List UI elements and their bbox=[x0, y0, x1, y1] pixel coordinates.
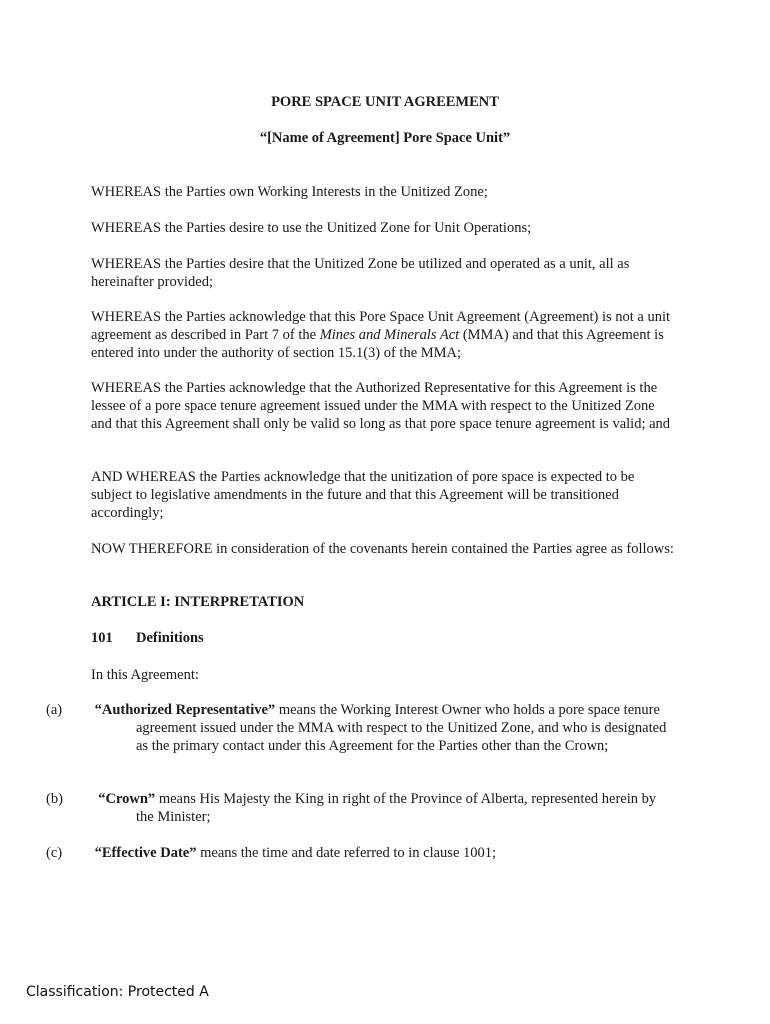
definition-term: “Crown” bbox=[98, 791, 156, 807]
document-title: PORE SPACE UNIT AGREEMENT bbox=[271, 94, 499, 110]
now-therefore-clause: NOW THEREFORE in consideration of the covenants herein contained the Parties agree as follows: bbox=[91, 541, 674, 557]
definition-text: means His Majesty the King in right of the Province of Alberta, represented herein by the Minister; bbox=[136, 791, 657, 825]
recital-4-act-name: Mines and Minerals Act bbox=[319, 327, 460, 343]
section-heading bbox=[91, 630, 204, 647]
document-subtitle: “[Name of Agreement] Pore Space Unit” bbox=[259, 130, 511, 146]
article-heading: ARTICLE I: INTERPRETATION bbox=[91, 594, 305, 610]
recital-4 bbox=[91, 308, 677, 362]
recital-2: WHEREAS the Parties desire to use the Unitized Zone for Unit Operations; bbox=[91, 220, 532, 236]
recital-4-text: WHEREAS the Parties acknowledge that this Pore Space Unit Agreement (Agreement) is not a unit agreement as described in Part 7 of the bbox=[91, 309, 671, 343]
section-title: Definitions bbox=[136, 630, 204, 646]
section-number: 101 bbox=[91, 630, 113, 646]
definitions-intro: In this Agreement: bbox=[91, 667, 199, 683]
recital-4-text-end: (MMA) and that this Agreement is entered into under the authority of section 15.1(3) of the MMA; bbox=[91, 327, 664, 361]
recital-3: WHEREAS the Parties desire that the Unitized Zone be utilized and operated as a unit, all as hereinafter provided; bbox=[91, 256, 630, 290]
classification-footer: Classification: Protected A bbox=[26, 984, 209, 1000]
definition-term: “Authorized Representative” bbox=[94, 702, 276, 718]
definition-item: (a) “Authorized Representative” means the Working Interest Owner who holds a pore space tenure agreement issued under the MMA with respect to the Unitized Zone, and who is designated as the primary contact under this Agreement for the Parties other than the Crown; bbox=[46, 702, 667, 754]
definition-text: means the Working Interest Owner who holds a pore space tenure agreement issued under the MMA with respect to the Unitized Zone, and who is designated as the primary contact under this Agreement for the Parties other than the Crown; bbox=[136, 702, 667, 754]
recital-6: AND WHEREAS the Parties acknowledge that the unitization of pore space is expected to be subject to legislative amendments in the future and that this Agreement will be transitioned accordingly; bbox=[91, 469, 635, 521]
definition-term: “Effective Date” bbox=[94, 845, 197, 861]
definition-text: means the time and date referred to in clause 1001; bbox=[196, 845, 497, 861]
recital-1: WHEREAS the Parties own Working Interests in the Unitized Zone; bbox=[91, 184, 488, 200]
definition-item: (b) “Crown” means His Majesty the King in right of the Province of Alberta, represented herein by the Minister; bbox=[46, 791, 657, 825]
recital-5: WHEREAS the Parties acknowledge that the Authorized Representative for this Agreement is the lessee of a pore space tenure agreement issued under the MMA with respect to the Unitized Zone and that this Agreement shall only be valid so long as that pore space tenure agreement is valid; and bbox=[91, 380, 671, 432]
definition-item: (c) “Effective Date” means the time and date referred to in clause 1001; bbox=[46, 845, 497, 861]
